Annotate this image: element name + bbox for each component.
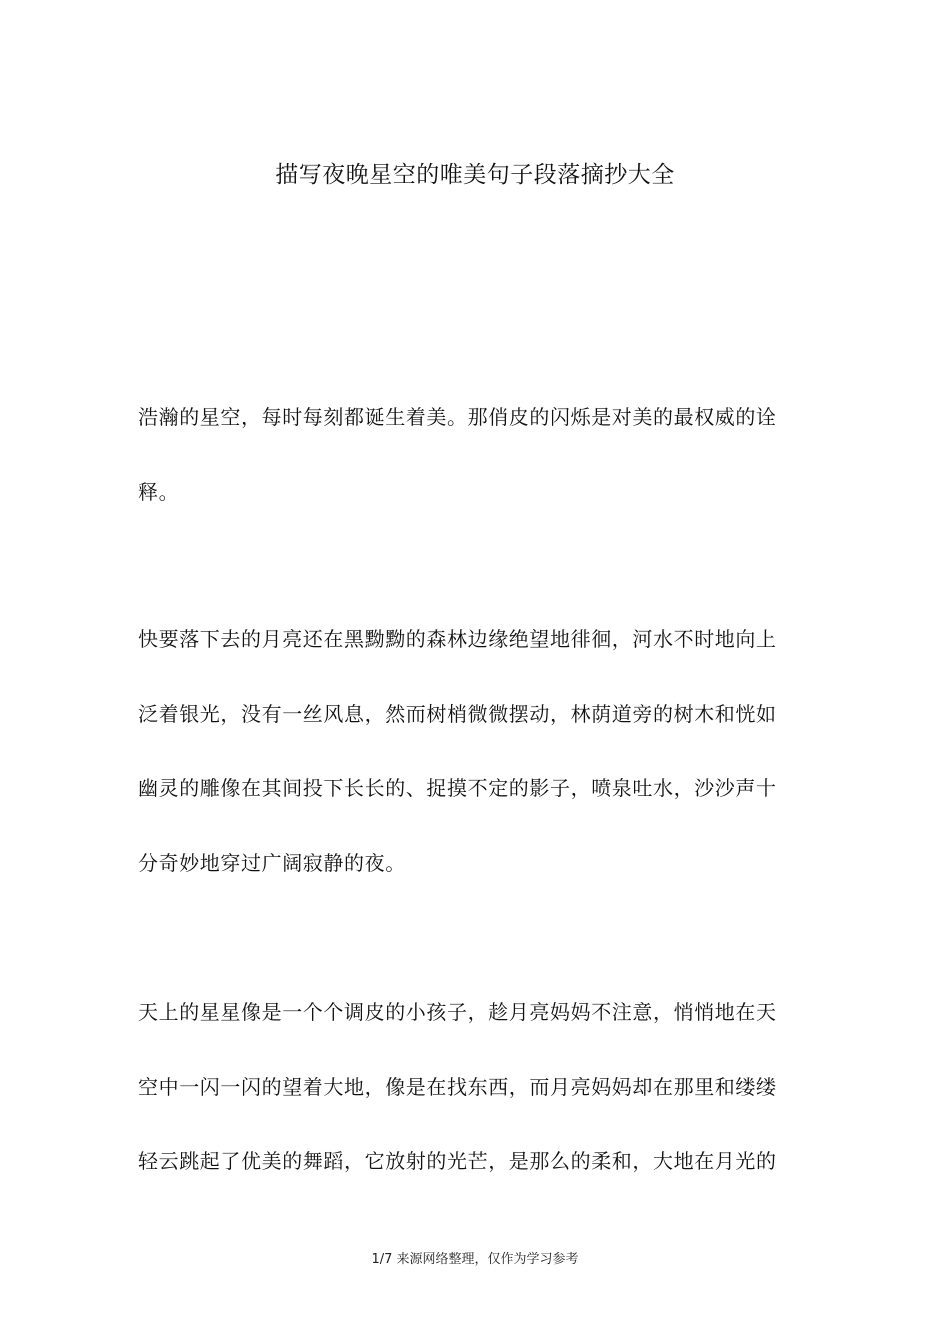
- page-footer: 1/7 来源网络整理，仅作为学习参考: [371, 1252, 579, 1267]
- paragraph-line: 轻云跳起了优美的舞蹈，它放射的光芒，是那么的柔和，大地在月光的: [138, 1149, 777, 1173]
- paragraph-line: 分奇妙地穿过广阔寂静的夜。: [138, 850, 406, 875]
- paragraph-line: 幽灵的雕像在其间投下长长的、捉摸不定的影子，喷泉吐水，沙沙声十: [138, 776, 777, 800]
- paragraph-line: 释。: [138, 479, 180, 504]
- paragraph-line: 天上的星星像是一个个调皮的小孩子，趁月亮妈妈不注意，悄悄地在天: [138, 1000, 777, 1024]
- page-title: 描写夜晚星空的唯美句子段落摘抄大全: [275, 162, 675, 188]
- paragraph-line: 泛着银光，没有一丝风息，然而树梢微微摆动，林荫道旁的树木和恍如: [138, 701, 777, 726]
- paragraph-2: [138, 622, 808, 920]
- paragraph-3: [138, 995, 808, 1219]
- paragraph-1: [138, 400, 808, 549]
- paragraph-line: 快要落下去的月亮还在黑黝黝的森林边缘绝望地徘徊，河水不时地向上: [138, 627, 777, 651]
- paragraph-line: 浩瀚的星空，每时每刻都诞生着美。那俏皮的闪烁是对美的最权威的诠: [138, 405, 777, 429]
- paragraph-line: 空中一闪一闪的望着大地，像是在找东西，而月亮妈妈却在那里和缕缕: [138, 1074, 777, 1099]
